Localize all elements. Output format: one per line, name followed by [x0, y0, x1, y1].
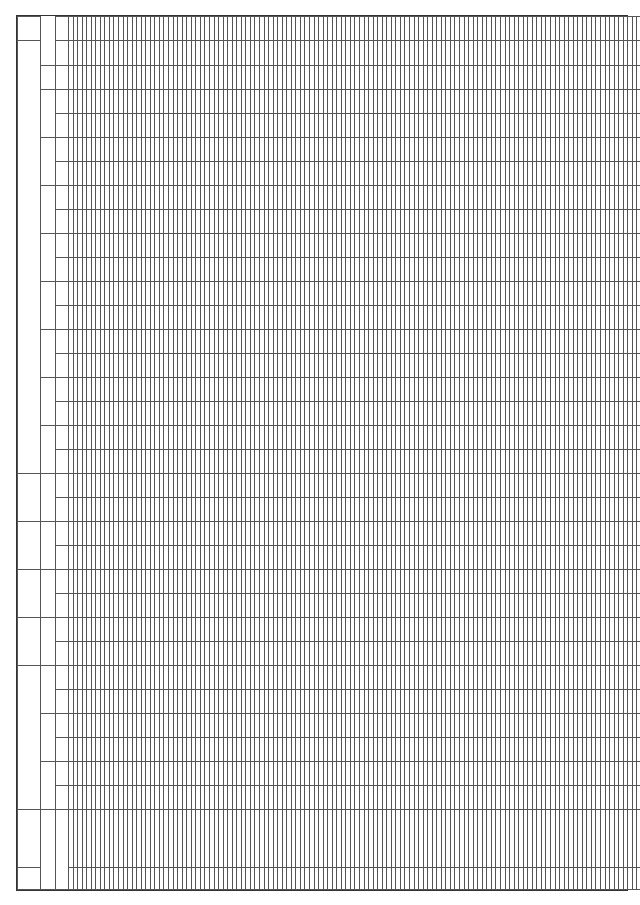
header-subgroup [41, 377, 56, 425]
header-subgroup [41, 233, 56, 281]
column-header [56, 449, 69, 473]
column-header [56, 401, 69, 425]
column-header [56, 185, 69, 209]
header-group [18, 868, 41, 890]
column-header [56, 569, 69, 593]
column-header [56, 473, 69, 497]
column-header [56, 137, 69, 161]
header-subgroup [41, 281, 56, 329]
header-group [18, 17, 41, 42]
header-group [18, 810, 41, 868]
column-header [56, 89, 69, 113]
header-subgroup [41, 185, 56, 233]
header-subgroup [41, 425, 56, 473]
header-subgroup [41, 761, 56, 809]
header-subgroup [41, 617, 56, 665]
column-header [56, 521, 69, 545]
column-header [56, 497, 69, 521]
header-subgroup [41, 569, 56, 617]
column-header [56, 593, 69, 617]
column-header [56, 257, 69, 281]
column-header [56, 665, 69, 689]
table-header [18, 17, 69, 890]
header-subgroup [41, 713, 56, 761]
column-header [56, 353, 69, 377]
header-subgroup [41, 329, 56, 377]
column-header [56, 761, 69, 785]
header-group [18, 665, 41, 809]
column-header [56, 545, 69, 569]
table-body [69, 17, 640, 890]
header-subgroup [41, 65, 56, 89]
header-blank [56, 810, 69, 890]
column-header [56, 617, 69, 641]
header-subgroup [41, 473, 56, 521]
column-header [56, 65, 69, 89]
header-group [18, 617, 41, 665]
column-header [56, 161, 69, 185]
column-header [56, 425, 69, 449]
header-group [18, 569, 41, 617]
column-header [56, 17, 69, 42]
column-header [56, 329, 69, 353]
works-table-frame [16, 15, 628, 891]
header-blank [41, 810, 56, 890]
column-header [56, 641, 69, 665]
column-header [56, 785, 69, 809]
column-header [56, 281, 69, 305]
header-subgroup [41, 137, 56, 185]
column-header [56, 209, 69, 233]
column-header [56, 689, 69, 713]
column-header [56, 377, 69, 401]
header-subgroup [41, 665, 56, 713]
header-subgroup [41, 521, 56, 569]
column-header [56, 233, 69, 257]
header-group [18, 521, 41, 569]
header-group [18, 473, 41, 521]
works-table [17, 16, 640, 890]
header-group [18, 41, 41, 473]
column-header [56, 113, 69, 137]
column-header [56, 305, 69, 329]
header-subgroup [41, 89, 56, 137]
column-header [56, 737, 69, 761]
column-header [56, 713, 69, 737]
column-header [56, 41, 69, 65]
